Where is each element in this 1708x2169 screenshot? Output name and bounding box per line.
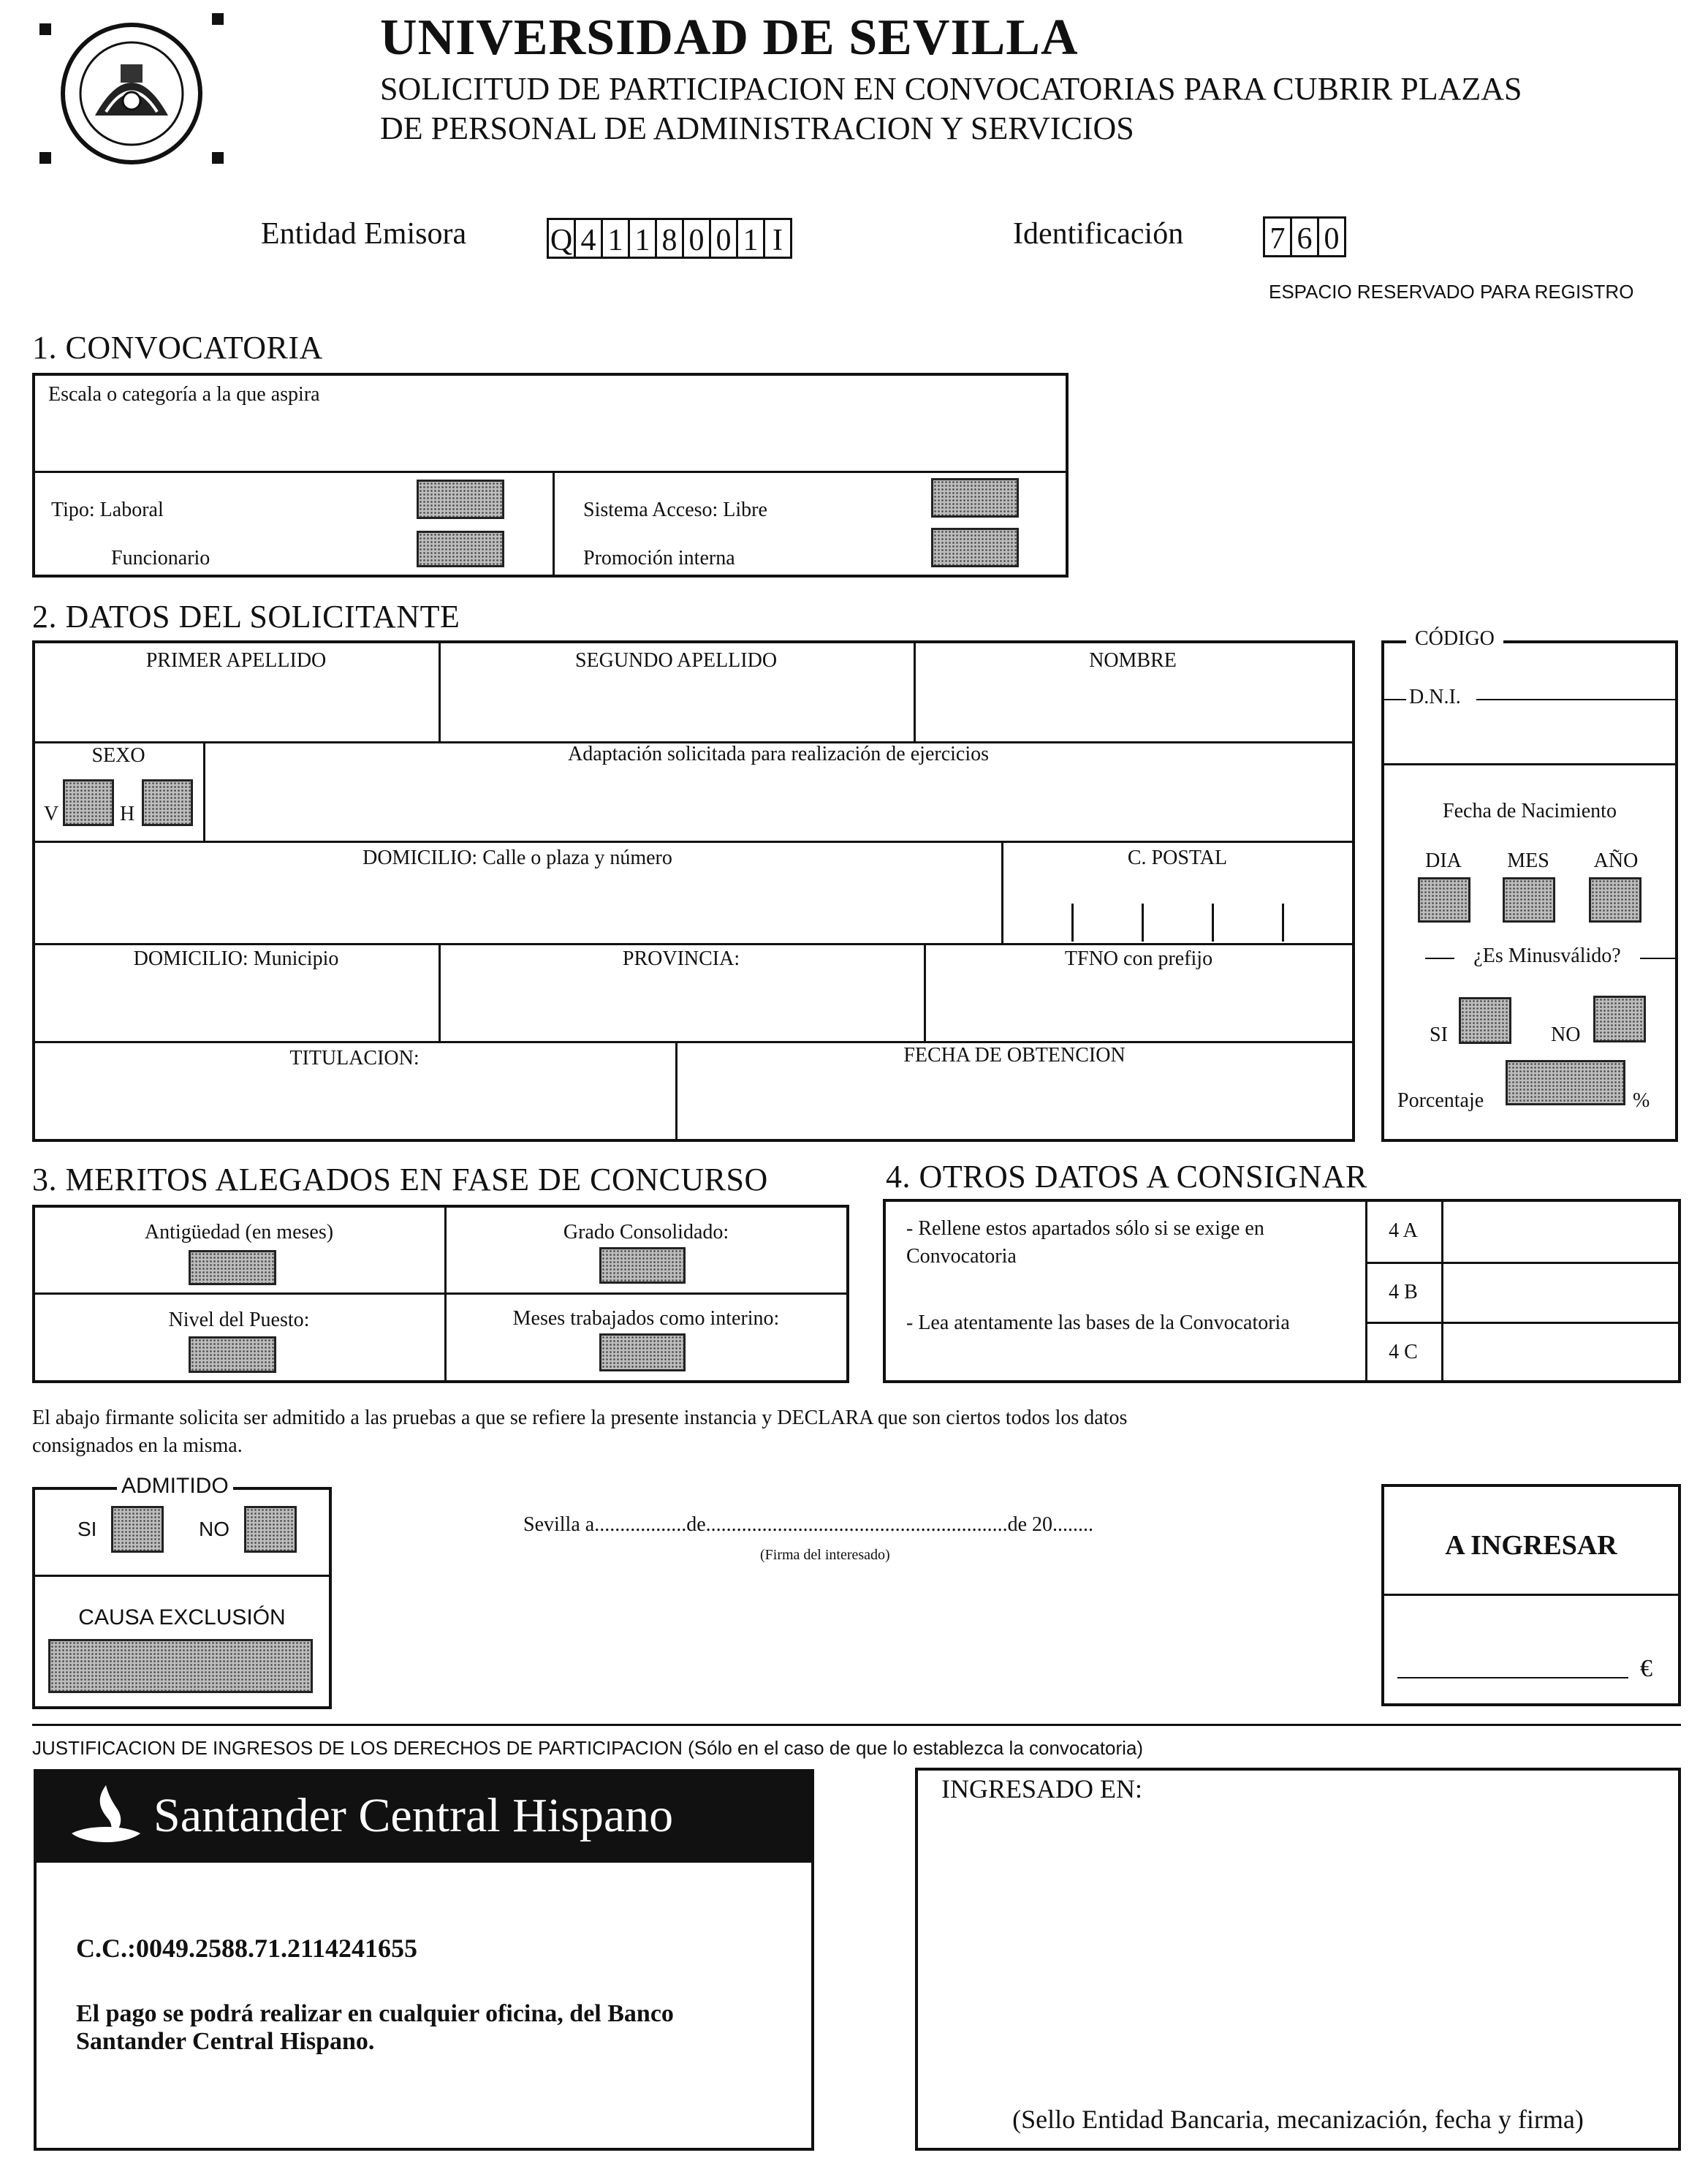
row-4a-label: 4 A bbox=[1389, 1219, 1418, 1242]
page-subtitle-line2: DE PERSONAL DE ADMINISTRACION Y SERVICIOS bbox=[380, 110, 1134, 146]
divider bbox=[34, 1292, 848, 1295]
divider bbox=[1365, 1322, 1679, 1324]
cpostal-tick bbox=[1071, 904, 1074, 942]
sistema-libre-checkbox[interactable] bbox=[931, 478, 1019, 518]
nombre-label: NOMBRE bbox=[1089, 649, 1177, 672]
dni-line bbox=[1381, 699, 1406, 700]
segundo-apellido-label: SEGUNDO APELLIDO bbox=[574, 649, 778, 672]
minusvalido-label: ¿Es Minusválido? bbox=[1473, 945, 1621, 967]
code-digit: 1 bbox=[601, 218, 630, 259]
section4-note1: - Rellene estos apartados sólo si se exige en Convocatoria bbox=[906, 1217, 1264, 1268]
page-title: UNIVERSIDAD DE SEVILLA bbox=[380, 10, 1079, 66]
code-digit: 1 bbox=[628, 218, 657, 259]
admitido-si-checkbox[interactable] bbox=[111, 1506, 164, 1553]
divider bbox=[1383, 1594, 1679, 1596]
fecha-nacimiento-label: Fecha de Nacimiento bbox=[1443, 800, 1617, 822]
signature-note: (Firma del interesado) bbox=[760, 1547, 890, 1563]
dia-input[interactable] bbox=[1418, 877, 1470, 923]
code-digit: 0 bbox=[709, 218, 738, 259]
domicilio-calle-label: DOMICILIO: Calle o plaza y número bbox=[363, 847, 672, 869]
admitido-no-checkbox[interactable] bbox=[244, 1506, 297, 1553]
divider bbox=[1365, 1262, 1679, 1264]
minus-no-checkbox[interactable] bbox=[1593, 996, 1646, 1042]
divider bbox=[1383, 763, 1677, 765]
cpostal-tick bbox=[1142, 904, 1144, 942]
a-ingresar-title: A INGRESAR bbox=[1445, 1530, 1617, 1561]
registry-note: ESPACIO RESERVADO PARA REGISTRO bbox=[1269, 281, 1634, 303]
tipo-laboral-label: Tipo: Laboral bbox=[51, 499, 164, 521]
divider bbox=[34, 841, 1354, 843]
declaration-line2: consignados en la misma. bbox=[32, 1434, 243, 1457]
ingresado-title: INGRESADO EN: bbox=[941, 1774, 1142, 1803]
bank-note-line1: El pago se podrá realizar en cualquier oficina, del Banco bbox=[76, 2000, 674, 2027]
admitido-no-label: NO bbox=[199, 1518, 229, 1540]
amount-line[interactable] bbox=[1397, 1677, 1628, 1678]
admitido-title: ADMITIDO bbox=[117, 1474, 233, 1499]
antiguedad-label: Antigüedad (en meses) bbox=[144, 1221, 334, 1244]
code-digit: I bbox=[763, 218, 792, 259]
minus-si-label: SI bbox=[1430, 1023, 1448, 1046]
section1-title: 1. CONVOCATORIA bbox=[32, 330, 323, 366]
entidad-emisora-code bbox=[547, 218, 790, 259]
id-digit: 0 bbox=[1317, 216, 1346, 257]
bank-name: Santander Central Hispano bbox=[153, 1789, 674, 1842]
funcionario-label: Funcionario bbox=[111, 547, 210, 569]
admitido-si-label: SI bbox=[77, 1518, 97, 1540]
primer-apellido-label: PRIMER APELLIDO bbox=[145, 649, 327, 672]
code-digit: 4 bbox=[574, 218, 603, 259]
divider bbox=[32, 1724, 1681, 1726]
divider bbox=[1441, 1200, 1443, 1382]
grado-input[interactable] bbox=[599, 1247, 686, 1284]
divider bbox=[34, 471, 1067, 473]
sexo-v-checkbox[interactable] bbox=[63, 779, 114, 826]
bank-note-line2: Santander Central Hispano. bbox=[76, 2028, 375, 2055]
nivel-label: Nivel del Puesto: bbox=[168, 1309, 310, 1331]
section3-title: 3. MERITOS ALEGADOS EN FASE DE CONCURSO bbox=[32, 1162, 768, 1197]
porcentaje-label: Porcentaje bbox=[1397, 1089, 1484, 1112]
code-digit: 1 bbox=[736, 218, 765, 259]
divider bbox=[553, 471, 555, 576]
code-digit: Q bbox=[547, 218, 576, 259]
minus-si-checkbox[interactable] bbox=[1459, 997, 1511, 1044]
page-subtitle-line1: SOLICITUD DE PARTICIPACION EN CONVOCATORIAS PARA CUBRIR PLAZAS bbox=[380, 71, 1522, 107]
nivel-input[interactable] bbox=[189, 1336, 276, 1373]
bank-account: C.C.:0049.2588.71.2114241655 bbox=[76, 1934, 417, 1963]
causa-exclusion-label: CAUSA EXCLUSIÓN bbox=[78, 1605, 286, 1629]
section4-note2: - Lea atentamente las bases de la Convocatoria bbox=[906, 1311, 1290, 1334]
entidad-emisora-label: Entidad Emisora bbox=[261, 217, 467, 251]
causa-exclusion-input[interactable] bbox=[48, 1639, 313, 1693]
antiguedad-input[interactable] bbox=[189, 1250, 276, 1285]
percent-sign: % bbox=[1633, 1089, 1650, 1112]
funcionario-checkbox[interactable] bbox=[417, 531, 504, 567]
id-digit: 6 bbox=[1290, 216, 1319, 257]
dia-label: DIA bbox=[1425, 849, 1462, 872]
promocion-checkbox[interactable] bbox=[931, 528, 1019, 567]
codigo-title: CÓDIGO bbox=[1406, 627, 1503, 651]
divider bbox=[34, 943, 1354, 945]
minus-no-label: NO bbox=[1551, 1023, 1581, 1046]
cpostal-label: C. POSTAL bbox=[1127, 847, 1228, 869]
sexo-h-checkbox[interactable] bbox=[142, 779, 193, 826]
id-digit: 7 bbox=[1263, 216, 1292, 257]
section4-title: 4. OTROS DATOS A CONSIGNAR bbox=[886, 1159, 1367, 1195]
promocion-label: Promoción interna bbox=[583, 547, 735, 569]
grado-label: Grado Consolidado: bbox=[563, 1221, 729, 1244]
justificacion-text: JUSTIFICACION DE INGRESOS DE LOS DERECHOS DE PARTICIPACION (Sólo en el caso de que lo establezca la convocatoria) bbox=[32, 1737, 1144, 1759]
code-digit: 0 bbox=[682, 218, 711, 259]
row-4b-label: 4 B bbox=[1389, 1281, 1418, 1303]
anio-label: AÑO bbox=[1593, 849, 1639, 872]
porcentaje-input[interactable] bbox=[1506, 1060, 1625, 1105]
minus-line bbox=[1425, 958, 1454, 959]
divider bbox=[34, 1041, 1354, 1043]
ingresado-footer: (Sello Entidad Bancaria, mecanización, fecha y firma) bbox=[1012, 2105, 1584, 2134]
meses-interino-label: Meses trabajados como interino: bbox=[512, 1307, 780, 1330]
dni-label: D.N.I. bbox=[1409, 686, 1461, 708]
row-4c-label: 4 C bbox=[1389, 1341, 1418, 1363]
dni-line bbox=[1476, 699, 1675, 700]
escala-label: Escala o categoría a la que aspira bbox=[48, 383, 320, 406]
divider bbox=[34, 1575, 330, 1577]
anio-input[interactable] bbox=[1589, 877, 1641, 923]
telefono-label: TFNO con prefijo bbox=[1064, 947, 1213, 970]
sexo-h-label: H bbox=[120, 803, 135, 825]
sistema-libre-label: Sistema Acceso: Libre bbox=[583, 499, 767, 521]
mes-input[interactable] bbox=[1503, 877, 1555, 923]
meses-interino-input[interactable] bbox=[599, 1333, 686, 1371]
santander-flame-icon bbox=[66, 1781, 146, 1851]
identificacion-label: Identificación bbox=[1013, 217, 1184, 251]
titulacion-label: TITULACION: bbox=[289, 1047, 420, 1070]
sexo-v-label: V bbox=[44, 803, 59, 825]
cpostal-tick bbox=[1282, 904, 1284, 942]
minus-line bbox=[1640, 958, 1675, 959]
identificacion-code bbox=[1263, 216, 1344, 257]
code-digit: 8 bbox=[655, 218, 684, 259]
declaration-line1: El abajo firmante solicita ser admitido a las pruebas a que se refiere la presente instancia y DECLARA que son ciertos todos los datos bbox=[32, 1407, 1128, 1429]
seal-emblem-icon bbox=[44, 20, 219, 167]
sexo-label: SEXO bbox=[91, 744, 145, 767]
cpostal-tick bbox=[1212, 904, 1214, 942]
adaptacion-label: Adaptación solicitada para realización de ejercicios bbox=[567, 743, 990, 765]
university-seal bbox=[29, 13, 205, 167]
euro-sign: € bbox=[1640, 1655, 1652, 1682]
provincia-label: PROVINCIA: bbox=[622, 947, 740, 970]
mes-label: MES bbox=[1507, 849, 1549, 872]
fecha-obtencion-label: FECHA DE OBTENCION bbox=[903, 1044, 1126, 1067]
ingresado-box bbox=[915, 1768, 1681, 2151]
tipo-laboral-checkbox[interactable] bbox=[417, 480, 504, 519]
domicilio-municipio-label: DOMICILIO: Municipio bbox=[133, 947, 339, 970]
signature-line: Sevilla a..................de...........................................................de 20........ bbox=[523, 1513, 1094, 1536]
section2-title: 2. DATOS DEL SOLICITANTE bbox=[32, 599, 460, 635]
